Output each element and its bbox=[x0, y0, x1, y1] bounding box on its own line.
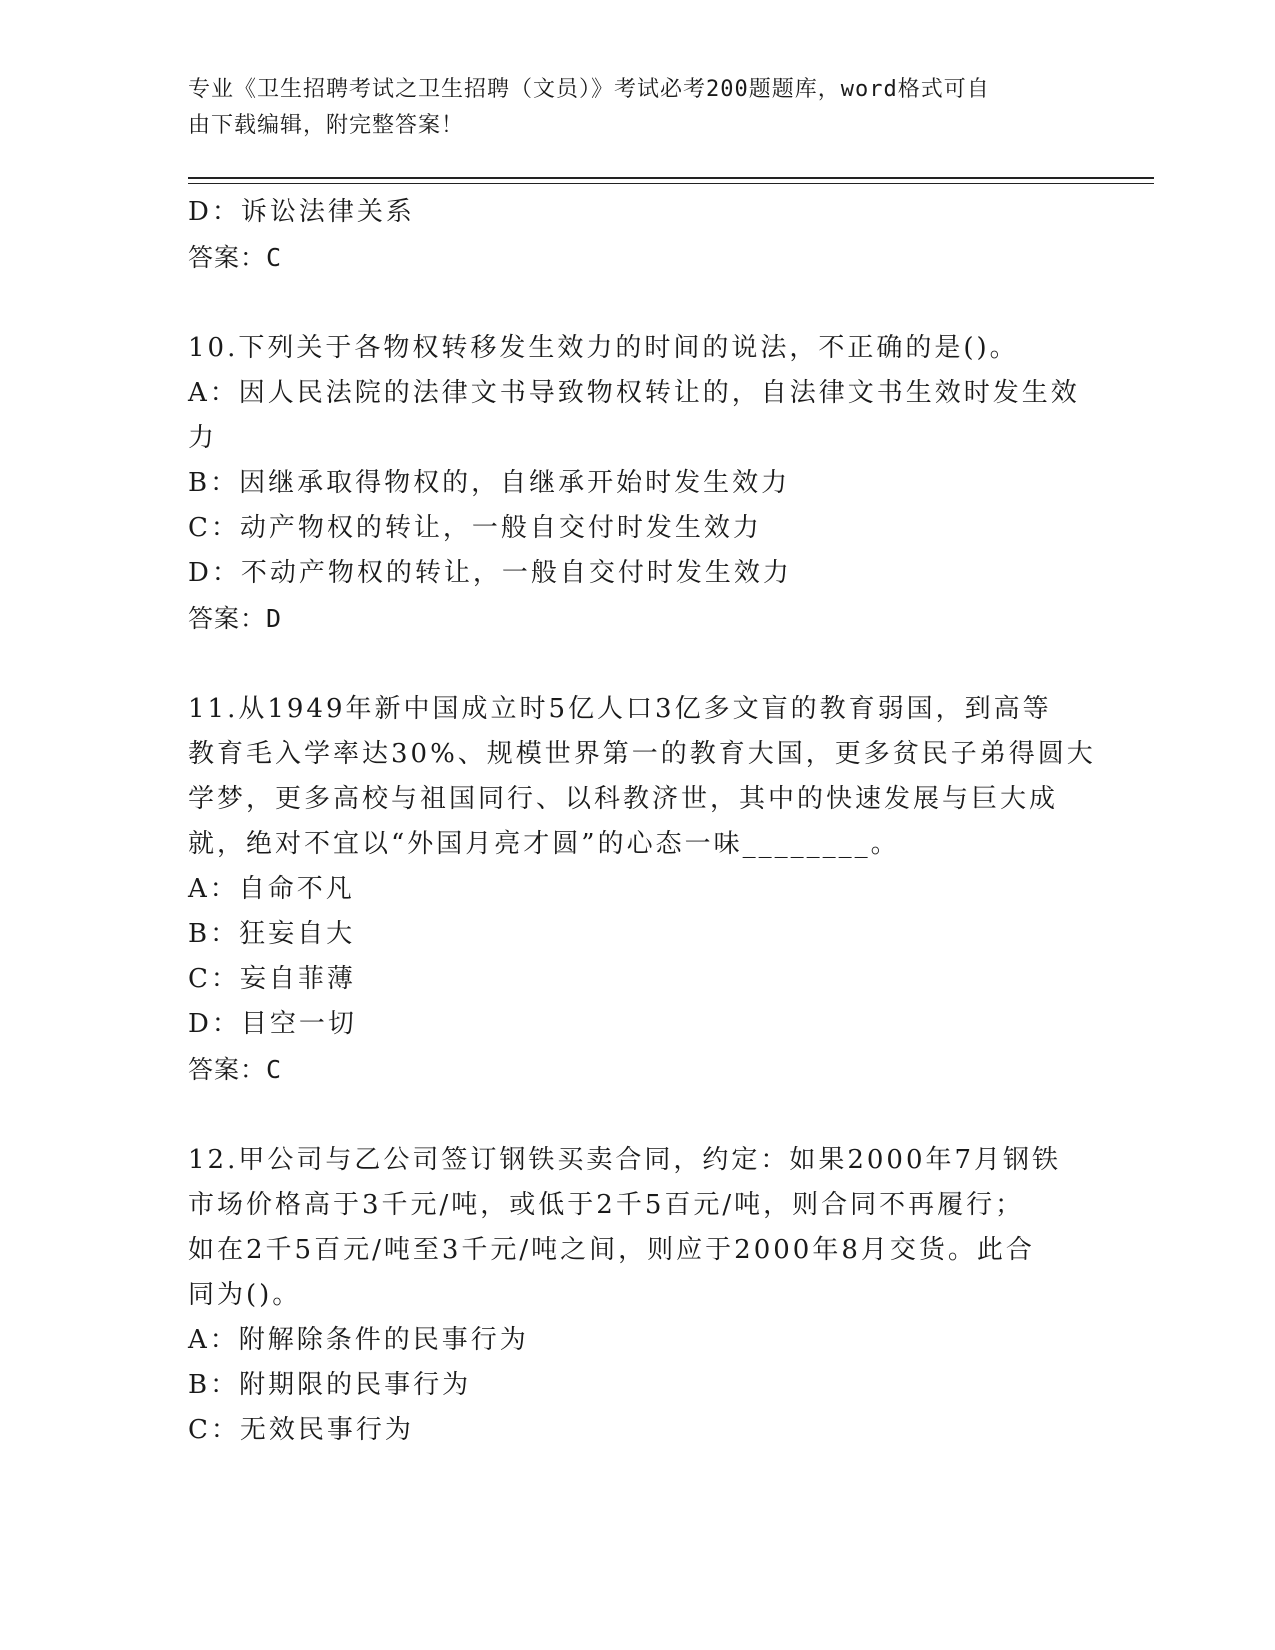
spacer bbox=[188, 1092, 1088, 1138]
answer: 答案：D bbox=[188, 604, 283, 633]
header-title-line-2: 由下载编辑，附完整答案！ bbox=[188, 113, 465, 138]
question-stem-line-2: 市场价格高于3千元/吨，或低于2千5百元/吨，则合同不再履行； bbox=[188, 1190, 1025, 1220]
spacer bbox=[188, 641, 1088, 687]
question-stem-line-1: 11.从1949年新中国成立时5亿人口3亿多文盲的教育弱国，到高等 bbox=[188, 694, 1052, 724]
option-b: B：因继承取得物权的，自继承开始时发生效力 bbox=[188, 468, 791, 498]
option-c: C：无效民事行为 bbox=[188, 1415, 414, 1445]
option-a: A：因人民法院的法律文书导致物权转让的，自法律文书生效时发生效 bbox=[188, 378, 1080, 408]
option-a-continued: 力 bbox=[188, 423, 218, 453]
option-d: D：不动产物权的转让，一般自交付时发生效力 bbox=[188, 558, 792, 588]
question-stem-line-3: 学梦，更多高校与祖国同行、以科教济世，其中的快速发展与巨大成 bbox=[188, 784, 1059, 814]
option-b: B：附期限的民事行为 bbox=[188, 1370, 472, 1400]
question-11 bbox=[188, 687, 1096, 1092]
header-divider-thick bbox=[188, 177, 1154, 179]
previous-question-tail bbox=[188, 190, 1088, 280]
header-title-line-1: 专业《卫生招聘考试之卫生招聘（文员）》考试必考200题题库，word格式可自 bbox=[188, 77, 990, 102]
option-c: C：妄自菲薄 bbox=[188, 964, 356, 994]
option-a: A：附解除条件的民事行为 bbox=[188, 1325, 529, 1355]
document-body bbox=[188, 190, 1096, 1453]
option-c: C：动产物权的转让，一般自交付时发生效力 bbox=[188, 513, 762, 543]
option-b: B：狂妄自大 bbox=[188, 919, 356, 949]
question-stem: 10.下列关于各物权转移发生效力的时间的说法，不正确的是()。 bbox=[188, 333, 1019, 363]
answer: 答案：C bbox=[188, 243, 283, 272]
question-12 bbox=[188, 1138, 1088, 1453]
option-d: D：诉讼法律关系 bbox=[188, 197, 415, 227]
question-stem-line-1: 12.甲公司与乙公司签订钢铁买卖合同，约定：如果2000年7月钢铁 bbox=[188, 1145, 1062, 1175]
document-header bbox=[188, 72, 1068, 144]
option-d: D：目空一切 bbox=[188, 1009, 357, 1039]
question-stem-line-4: 同为()。 bbox=[188, 1280, 302, 1310]
header-divider-thin bbox=[188, 183, 1154, 184]
question-10 bbox=[188, 326, 1088, 641]
question-stem-line-3: 如在2千5百元/吨至3千元/吨之间，则应于2000年8月交货。此合 bbox=[188, 1235, 1035, 1265]
spacer bbox=[188, 280, 1088, 326]
question-stem-line-4: 就，绝对不宜以“外国月亮才圆”的心态一味________。 bbox=[188, 829, 900, 859]
question-stem-line-2: 教育毛入学率达30%、规模世界第一的教育大国，更多贫民子弟得圆大 bbox=[188, 739, 1096, 769]
answer: 答案：C bbox=[188, 1055, 283, 1084]
option-a: A：自命不凡 bbox=[188, 874, 355, 904]
